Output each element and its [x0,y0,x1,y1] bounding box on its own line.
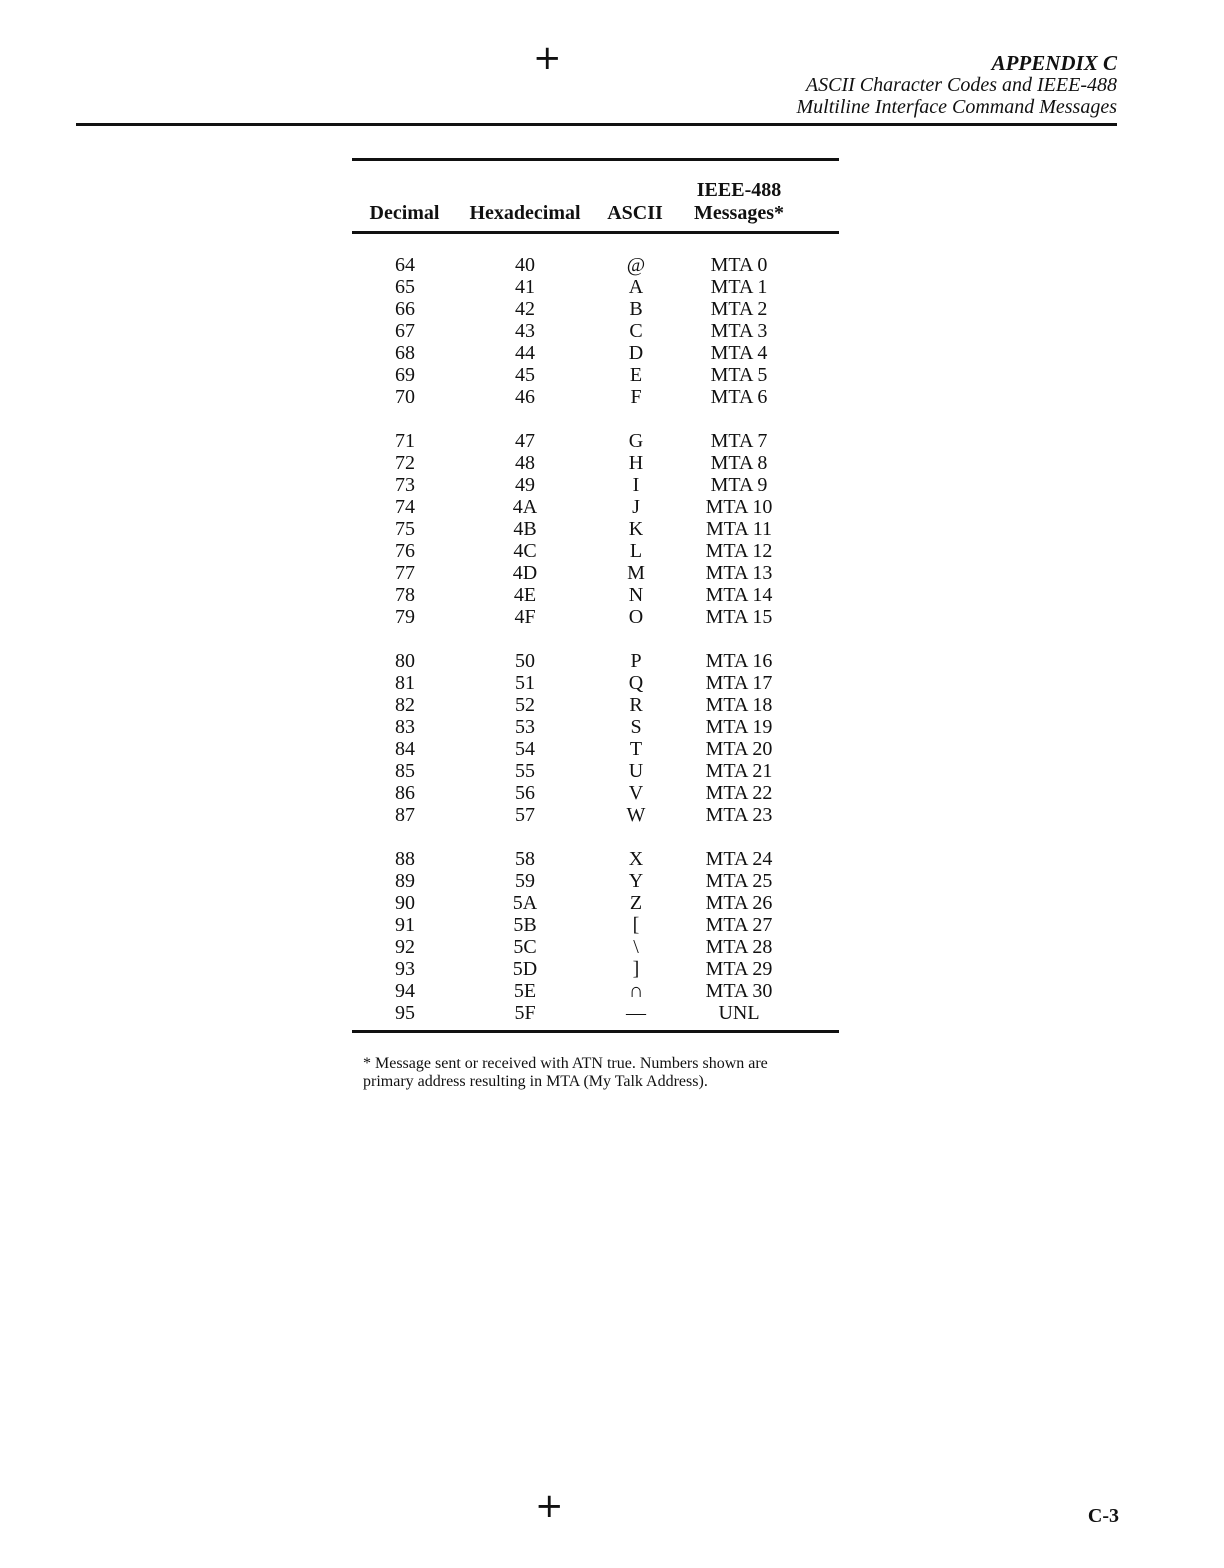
table-row [352,892,839,914]
cell-decimal: 81 [395,672,415,694]
cell-message: MTA 8 [710,452,768,474]
cell-hexadecimal: 53 [515,716,535,738]
cell-hexadecimal: 51 [515,672,535,694]
cell-hexadecimal: 5E [513,980,537,1002]
cell-hexadecimal: 48 [515,452,535,474]
cell-ascii: H [628,452,644,474]
cell-ascii: P [630,650,642,672]
cell-ascii: U [628,760,644,782]
cell-ascii: S [630,716,642,738]
table-row [352,430,839,452]
cell-ascii: ] [632,958,640,980]
cell-hexadecimal: 59 [515,870,535,892]
table-row [352,474,839,496]
table-row [352,980,839,1002]
cell-decimal: 68 [395,342,415,364]
cell-decimal: 79 [395,606,415,628]
table-row-group [352,650,839,826]
footnote [363,1055,833,1091]
cell-ascii: [ [632,914,640,936]
table-row [352,606,839,628]
running-head-line2: Multiline Interface Command Messages [796,96,1117,118]
table-row [352,936,839,958]
table-row [352,518,839,540]
table-row [352,452,839,474]
cell-decimal: 94 [395,980,415,1002]
cell-ascii: O [628,606,644,628]
crop-mark-bottom: + [535,1486,564,1526]
table-row [352,540,839,562]
cell-message: MTA 20 [705,738,773,760]
running-head-line1: ASCII Character Codes and IEEE-488 [805,74,1117,96]
cell-message: MTA 1 [710,276,768,298]
cell-decimal: 84 [395,738,415,760]
cell-message: MTA 9 [710,474,768,496]
cell-ascii: Y [628,870,644,892]
cell-hexadecimal: 52 [515,694,535,716]
cell-decimal: 87 [395,804,415,826]
ascii-table [352,158,839,1033]
footnote-line1: * Message sent or received with ATN true. Numbers shown are [363,1055,768,1072]
header-messages [684,179,794,225]
cell-hexadecimal: 4B [513,518,537,540]
cell-decimal: 85 [395,760,415,782]
cell-hexadecimal: 4F [514,606,536,628]
cell-hexadecimal: 49 [515,474,535,496]
table-row [352,496,839,518]
cell-message: MTA 13 [705,562,773,584]
appendix-title: APPENDIX C [991,51,1117,75]
cell-hexadecimal: 54 [515,738,535,760]
table-row [352,782,839,804]
cell-ascii: V [628,782,644,804]
table-row [352,716,839,738]
cell-decimal: 65 [395,276,415,298]
crop-mark-top: + [533,38,562,78]
table-body [352,234,839,1030]
table-row [352,650,839,672]
running-head [797,52,1118,118]
cell-ascii: K [628,518,644,540]
table-row [352,298,839,320]
cell-decimal: 88 [395,848,415,870]
header-messages-line1: IEEE-488 [696,179,782,201]
cell-decimal: 67 [395,320,415,342]
cell-message: MTA 5 [710,364,768,386]
table-row [352,914,839,936]
cell-hexadecimal: 4D [512,562,538,584]
cell-message: MTA 23 [705,804,773,826]
page-number: C-3 [1087,1505,1119,1527]
cell-ascii: E [629,364,643,386]
cell-ascii: R [629,694,643,716]
cell-hexadecimal: 58 [515,848,535,870]
cell-message: MTA 25 [705,870,773,892]
header-messages-line2: Messages* [694,202,784,224]
cell-message: MTA 0 [710,254,768,276]
cell-hexadecimal: 50 [515,650,535,672]
cell-message: MTA 28 [705,936,773,958]
cell-hexadecimal: 4E [513,584,537,606]
cell-decimal: 91 [395,914,415,936]
header-decimal: Decimal [369,202,440,224]
cell-hexadecimal: 45 [515,364,535,386]
cell-message: MTA 6 [710,386,768,408]
cell-ascii: W [626,804,646,826]
cell-decimal: 72 [395,452,415,474]
cell-ascii: @ [626,254,646,276]
cell-decimal: 83 [395,716,415,738]
cell-hexadecimal: 5A [512,892,538,914]
cell-decimal: 74 [395,496,415,518]
cell-message: MTA 22 [705,782,773,804]
cell-ascii: \ [633,936,639,958]
cell-hexadecimal: 55 [515,760,535,782]
cell-message: MTA 14 [705,584,773,606]
cell-decimal: 73 [395,474,415,496]
cell-ascii: M [627,562,645,584]
cell-decimal: 95 [395,1002,415,1024]
header-ascii: ASCII [607,202,663,224]
table-row [352,672,839,694]
cell-message: MTA 3 [710,320,768,342]
cell-decimal: 77 [395,562,415,584]
table-row-group [352,430,839,628]
table-row [352,958,839,980]
cell-decimal: 86 [395,782,415,804]
cell-message: MTA 10 [705,496,773,518]
cell-message: MTA 30 [705,980,773,1002]
table-row [352,870,839,892]
table-row-group [352,254,839,408]
table-row [352,738,839,760]
cell-message: MTA 11 [706,518,772,540]
cell-message: MTA 15 [705,606,773,628]
cell-ascii: Q [628,672,644,694]
cell-ascii: L [629,540,643,562]
table-row [352,804,839,826]
cell-ascii: F [630,386,642,408]
cell-decimal: 76 [395,540,415,562]
cell-decimal: 69 [395,364,415,386]
cell-hexadecimal: 57 [515,804,535,826]
cell-hexadecimal: 44 [515,342,535,364]
cell-ascii: B [629,298,643,320]
table-row [352,320,839,342]
cell-hexadecimal: 41 [515,276,535,298]
cell-hexadecimal: 42 [515,298,535,320]
cell-message: MTA 16 [705,650,773,672]
cell-ascii: X [628,848,644,870]
cell-hexadecimal: 40 [515,254,535,276]
cell-ascii: C [629,320,643,342]
cell-message: MTA 2 [710,298,768,320]
cell-ascii: — [626,1002,646,1024]
cell-message: MTA 27 [705,914,773,936]
cell-hexadecimal: 5F [514,1002,536,1024]
cell-decimal: 90 [395,892,415,914]
table-header [352,161,839,231]
table-row [352,760,839,782]
table-row [352,364,839,386]
cell-ascii: G [628,430,644,452]
cell-hexadecimal: 43 [515,320,535,342]
table-row [352,386,839,408]
table-row [352,584,839,606]
cell-message: MTA 12 [705,540,773,562]
table-row [352,562,839,584]
cell-message: MTA 29 [705,958,773,980]
cell-ascii: ∩ [628,980,644,1002]
cell-ascii: D [628,342,644,364]
cell-ascii: T [629,738,643,760]
footnote-line2: primary address resulting in MTA (My Talk Address). [363,1073,708,1090]
cell-ascii: I [632,474,640,496]
cell-decimal: 66 [395,298,415,320]
cell-ascii: Z [629,892,643,914]
table-row [352,254,839,276]
table-row-group [352,848,839,1024]
table-row [352,694,839,716]
cell-decimal: 75 [395,518,415,540]
cell-decimal: 92 [395,936,415,958]
cell-message: MTA 26 [705,892,773,914]
cell-hexadecimal: 47 [515,430,535,452]
cell-hexadecimal: 5B [513,914,537,936]
cell-message: MTA 24 [705,848,773,870]
cell-hexadecimal: 4C [513,540,537,562]
cell-decimal: 93 [395,958,415,980]
cell-decimal: 64 [395,254,415,276]
table-row [352,342,839,364]
table-row [352,276,839,298]
header-hexadecimal: Hexadecimal [469,202,581,224]
cell-message: MTA 17 [705,672,773,694]
cell-message: MTA 4 [710,342,768,364]
table-bottom-rule [352,1030,839,1033]
cell-decimal: 71 [395,430,415,452]
cell-decimal: 89 [395,870,415,892]
cell-message: MTA 21 [705,760,773,782]
header-rule [76,123,1117,126]
cell-ascii: A [628,276,644,298]
cell-decimal: 82 [395,694,415,716]
table-row [352,848,839,870]
cell-hexadecimal: 56 [515,782,535,804]
cell-decimal: 70 [395,386,415,408]
cell-hexadecimal: 5C [513,936,537,958]
table-row [352,1002,839,1024]
cell-message: MTA 19 [705,716,773,738]
cell-ascii: N [628,584,644,606]
cell-decimal: 80 [395,650,415,672]
cell-message: MTA 7 [710,430,768,452]
cell-decimal: 78 [395,584,415,606]
cell-hexadecimal: 5D [512,958,538,980]
cell-message: MTA 18 [705,694,773,716]
cell-message: UNL [718,1002,760,1024]
cell-hexadecimal: 46 [515,386,535,408]
cell-hexadecimal: 4A [512,496,538,518]
cell-ascii: J [632,496,640,518]
